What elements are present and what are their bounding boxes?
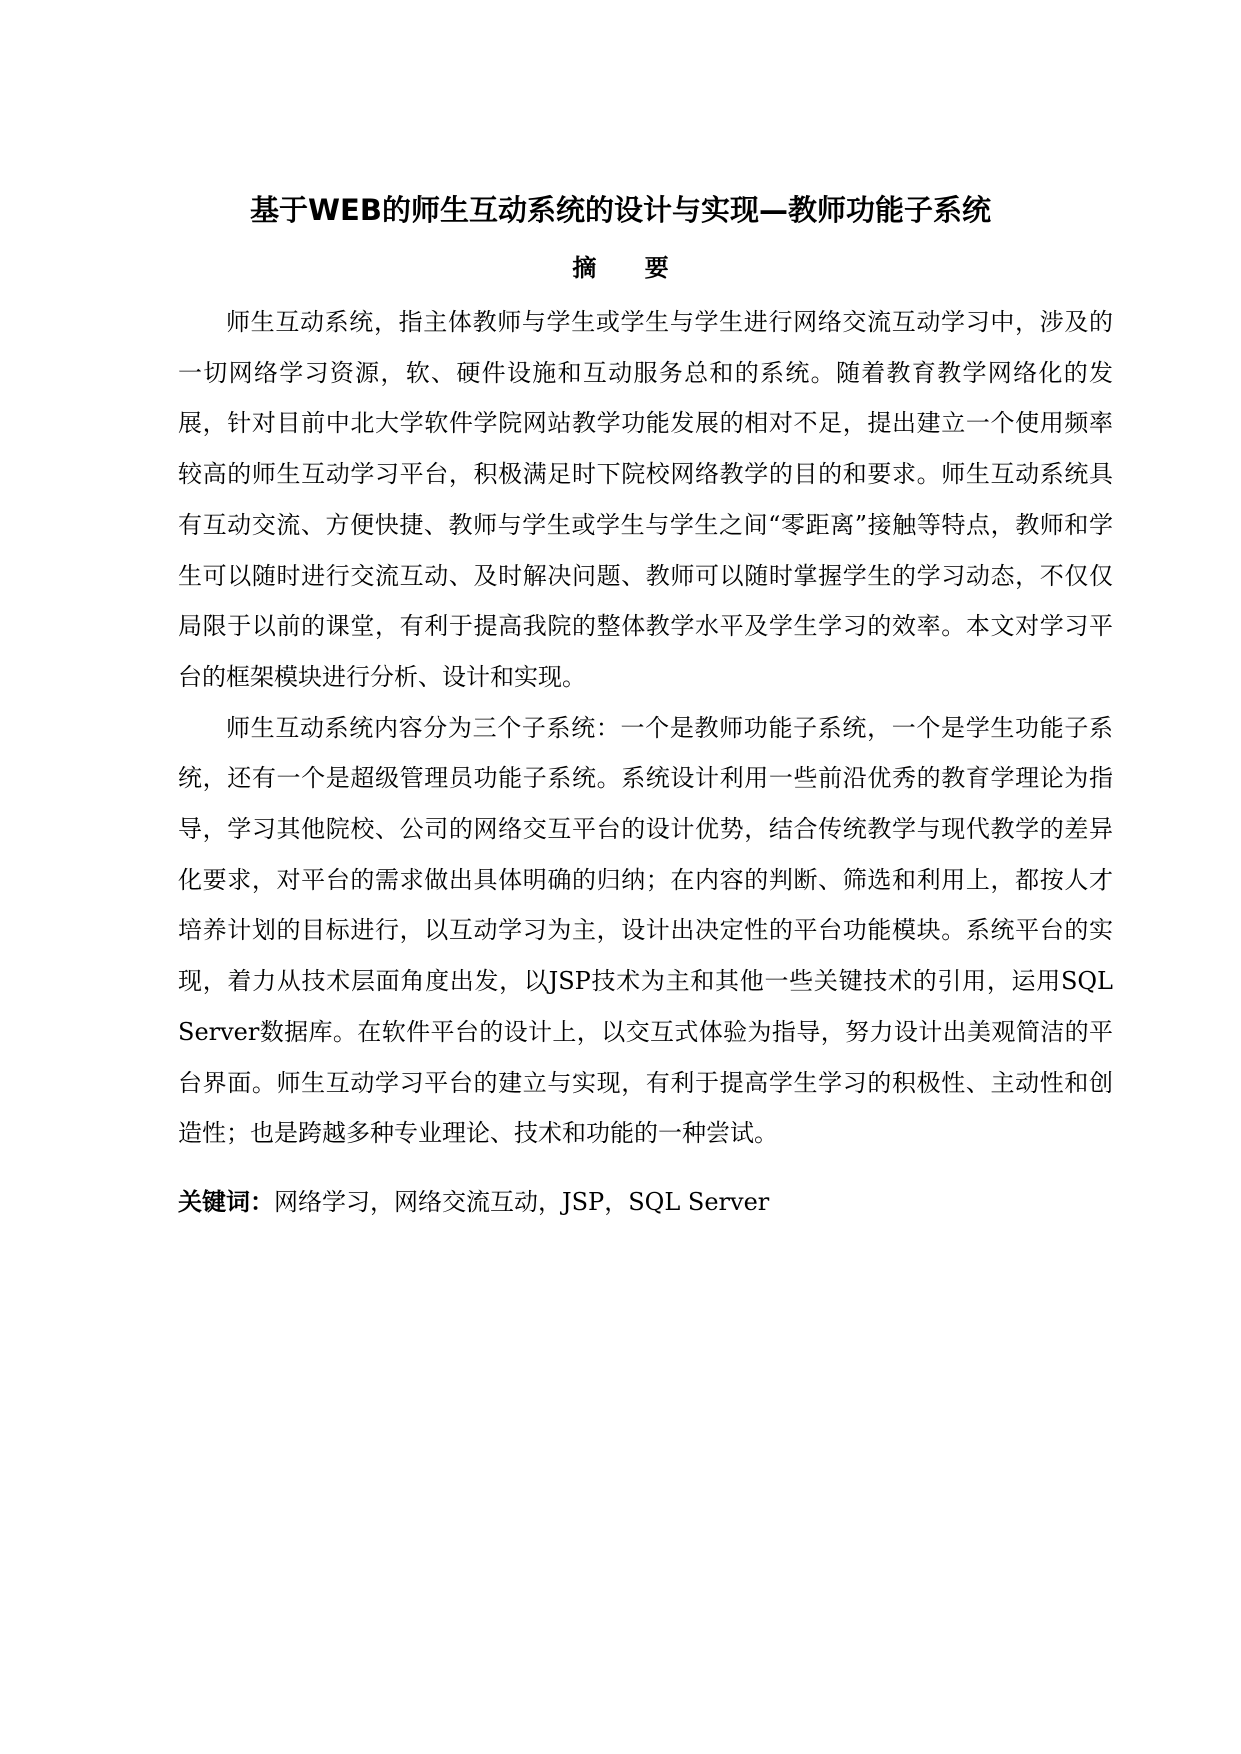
keywords-value: 网络学习，网络交流互动，JSP，SQL Server <box>274 1188 770 1216</box>
keywords-label: 关键词： <box>178 1188 274 1216</box>
abstract-paragraph-1: 师生互动系统，指主体教师与学生或学生与学生进行网络交流互动学习中，涉及的一切网络学习资源，软、硬件设施和互动服务总和的系统。随着教育教学网络化的发展，针对目前中北大学软件学院网站教学功能发展的相对不足，提出建立一个使用频率较高的师生互动学习平台，积极满足时下院校网络教学的目的和要求。师生互动系统具有互动交流、方便快捷、教师与学生或学生与学生之间“零距离”接触等特点，教师和学生可以随时进行交流互动、及时解决问题、教师可以随时掌握学生的学习动态，不仅仅局限于以前的课堂，有利于提高我院的整体教学水平及学生学习的效率。本文对学习平台的框架模块进行分析、设计和实现。 <box>178 308 1113 691</box>
keywords-line <box>178 1185 1113 1219</box>
abstract-body <box>178 297 1113 1159</box>
abstract-paragraph-2: 师生互动系统内容分为三个子系统：一个是教师功能子系统，一个是学生功能子系统，还有一个是超级管理员功能子系统。系统设计利用一些前沿优秀的教育学理论为指导，学习其他院校、公司的网络交互平台的设计优势，结合传统教学与现代教学的差异化要求，对平台的需求做出具体明确的归纳；在内容的判断、筛选和利用上，都按人才培养计划的目标进行，以互动学习为主，设计出决定性的平台功能模块。系统平台的实现，着力从技术层面角度出发，以JSP技术为主和其他一些关键技术的引用，运用SQL Server数据库。在软件平台的设计上，以交互式体验为指导，努力设计出美观简洁的平台界面。师生互动学习平台的建立与实现，有利于提高学生学习的积极性、主动性和创造性；也是跨越多种专业理论、技术和功能的一种尝试。 <box>178 713 1113 1148</box>
abstract-heading: 摘 要 <box>572 254 689 282</box>
document-title: 基于WEB的师生互动系统的设计与实现—教师功能子系统 <box>250 193 991 227</box>
